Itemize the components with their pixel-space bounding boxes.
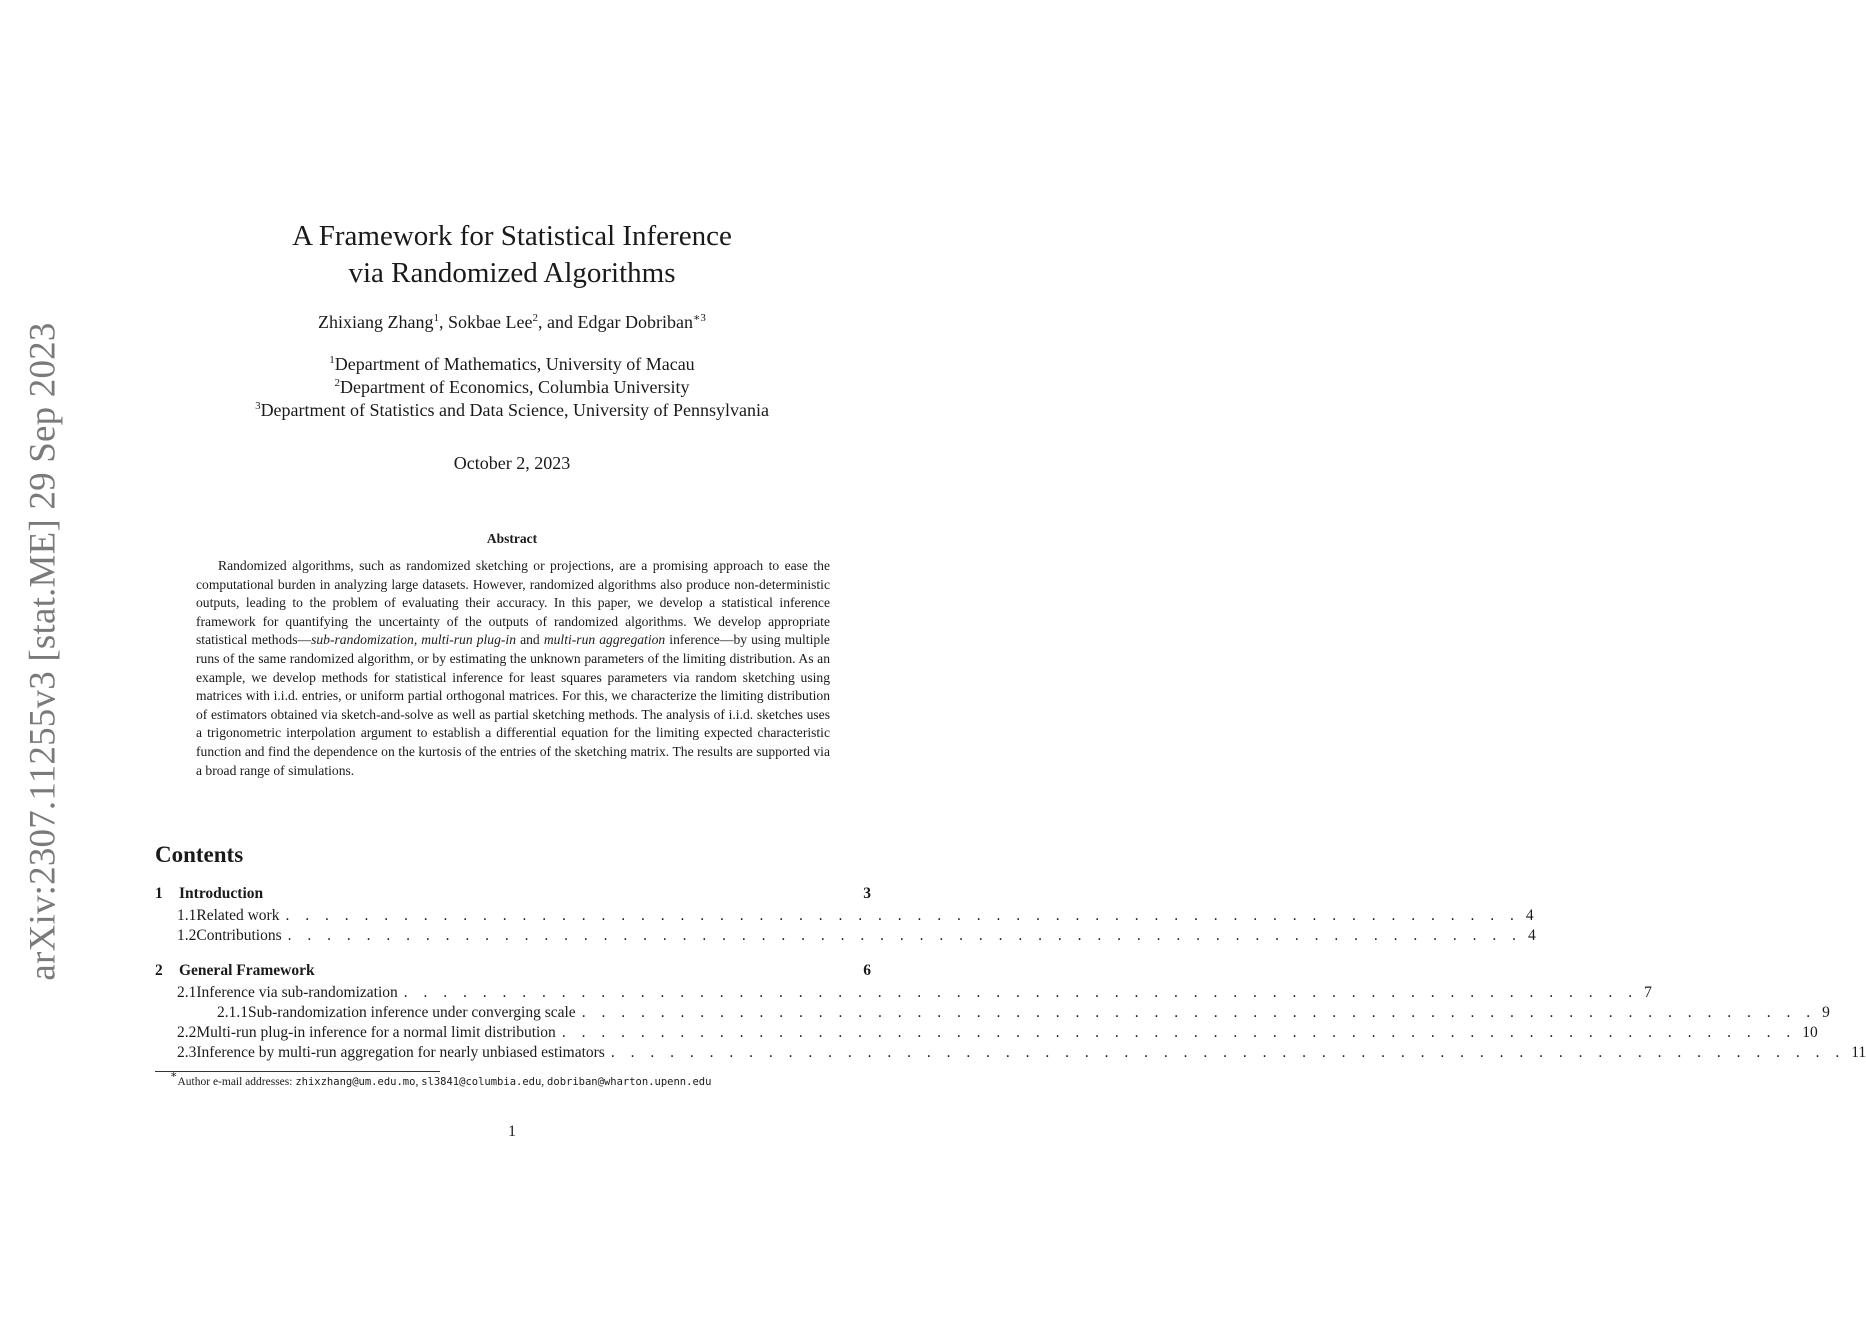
- toc-entry[interactable]: 2.2 Multi-run plug-in inference for a normal limit distribution . . . . . . . . . . . . . . . . . . . . . . . . . . . . . . . . . . . . . . . . . . . . . . . . . . . . . . . . . . . . . . . 10: [177, 1024, 1818, 1041]
- toc-entry[interactable]: 2.3 Inference by multi-run aggregation for nearly unbiased estimators . . . . . . . . . . . . . . . . . . . . . . . . . . . . . . . . . . . . . . . . . . . . . . . . . . . . . . . . . . . . . . . 11: [177, 1044, 1866, 1061]
- footnote-divider: [155, 1071, 440, 1072]
- toc-entry[interactable]: 1.1 Related work . . . . . . . . . . . . . . . . . . . . . . . . . . . . . . . . . . . . . . . . . . . . . . . . . . . . . . . . . . . . . . . 4: [177, 907, 1534, 924]
- author-list: [0, 312, 1024, 333]
- abstract-heading: Abstract: [486, 531, 538, 546]
- toc-section-heading[interactable]: 1 Introduction 3: [155, 885, 871, 902]
- toc-section-1: [155, 885, 1536, 947]
- email-link[interactable]: sl3841@columbia.edu: [421, 1076, 542, 1088]
- toc-entry[interactable]: 2.1 Inference via sub-randomization . . . . . . . . . . . . . . . . . . . . . . . . . . . . . . . . . . . . . . . . . . . . . . . . . . . . . . . . . . . . . . . 7: [177, 984, 1652, 1001]
- affiliations: [0, 353, 1024, 422]
- dot-leader: . . . . . . . . . . . . . . . . . . . . . . . . . . . . . . . . . . . . . . . . . . . . . . . . . . . . . . . . . . . . . . .: [285, 907, 1520, 924]
- page-number: 1: [508, 1123, 516, 1140]
- email-link[interactable]: dobriban@wharton.upenn.edu: [547, 1076, 712, 1088]
- dot-leader: . . . . . . . . . . . . . . . . . . . . . . . . . . . . . . . . . . . . . . . . . . . . . . . . . . . . . . . . . . . . . . .: [287, 927, 1523, 944]
- toc-entry[interactable]: 1.2 Contributions . . . . . . . . . . . . . . . . . . . . . . . . . . . . . . . . . . . . . . . . . . . . . . . . . . . . . . . . . . . . . . . 4: [177, 927, 1536, 944]
- toc-section-heading[interactable]: 2 General Framework 6: [155, 962, 871, 979]
- affiliation-2: $^2$Department of Economics, Columbia University: [334, 377, 690, 397]
- author-1: Zhixiang Zhang: [318, 312, 434, 332]
- toc-section-2: [155, 962, 1866, 1064]
- author-2: , Sokbae Lee: [439, 312, 533, 332]
- affiliation-3: $^3$Department of Statistics and Data Science, University of Pennsylvania: [255, 400, 769, 420]
- author-3-affil: ∗3: [692, 312, 706, 324]
- abstract-body: [196, 557, 830, 780]
- toc-entry[interactable]: 2.1.1 Sub-randomization inference under converging scale . . . . . . . . . . . . . . . . . . . . . . . . . . . . . . . . . . . . . . . . . . . . . . . . . . . . . . . . . . . . . . . 9: [217, 1004, 1830, 1021]
- arxiv-stamp-text: arXiv:2307.11255v3 [stat.ME] 29 Sep 2023: [22, 321, 64, 981]
- affiliation-1: $^1$Department of Mathematics, University of Macau: [329, 354, 695, 374]
- dot-leader: . . . . . . . . . . . . . . . . . . . . . . . . . . . . . . . . . . . . . . . . . . . . . . . . . . . . . . . . . . . . . . .: [403, 984, 1639, 1001]
- title-line-2: via Randomized Algorithms: [348, 257, 676, 289]
- email-link[interactable]: zhixzhang@um.edu.mo: [295, 1076, 416, 1088]
- dot-leader: . . . . . . . . . . . . . . . . . . . . . . . . . . . . . . . . . . . . . . . . . . . . . . . . . . . . . . . . . . . . . . .: [610, 1044, 1846, 1061]
- title-line-1: A Framework for Statistical Inference: [292, 220, 732, 252]
- arxiv-identifier-stamp: [18, 321, 68, 981]
- author-1-affil: 1: [433, 312, 440, 324]
- dot-leader: . . . . . . . . . . . . . . . . . . . . . . . . . . . . . . . . . . . . . . . . . . . . . . . . . . . . . . . . . . . . . . .: [581, 1004, 1817, 1021]
- author-2-affil: 2: [532, 312, 538, 324]
- dot-leader: . . . . . . . . . . . . . . . . . . . . . . . . . . . . . . . . . . . . . . . . . . . . . . . . . . . . . . . . . . . . . . .: [561, 1024, 1797, 1041]
- paper-title: [0, 218, 1024, 292]
- author-3: , and Edgar Dobriban: [538, 312, 693, 332]
- author-email-footnote: ∗Author e-mail addresses: zhixzhang@um.edu.mo, sl3841@columbia.edu, dobriban@wharton.upenn.edu: [170, 1069, 712, 1088]
- publication-date: October 2, 2023: [453, 453, 571, 473]
- contents-heading: Contents: [155, 842, 244, 867]
- abstract-paragraph: Randomized algorithms, such as randomized sketching or projections, are a promising approach to ease the computational burden in analyzing large datasets. However, randomized algorithms also produce non-deterministic outputs, leading to the problem of evaluating their accuracy. In this paper, we develop a statistical inference framework for quantifying the uncertainty of the outputs of randomized algorithms. We develop appropriate statistical methods—sub-randomization, multi-run plug-in and multi-run aggregation inference—by using multiple runs of the same randomized algorithm, or by estimating the unknown parameters of the limiting distribution. As an example, we develop methods for statistical inference for least squares parameters via random sketching using matrices with i.i.d. entries, or uniform partial orthogonal matrices. For this, we characterize the limiting distribution of estimators obtained via sketch-and-solve as well as partial sketching methods. The analysis of i.i.d. sketches uses a trigonometric interpolation argument to establish a differential equation for the limiting expected characteristic function and find the dependence on the kurtosis of the entries of the sketching matrix. The results are supported via a broad range of simulations.: [196, 558, 830, 778]
